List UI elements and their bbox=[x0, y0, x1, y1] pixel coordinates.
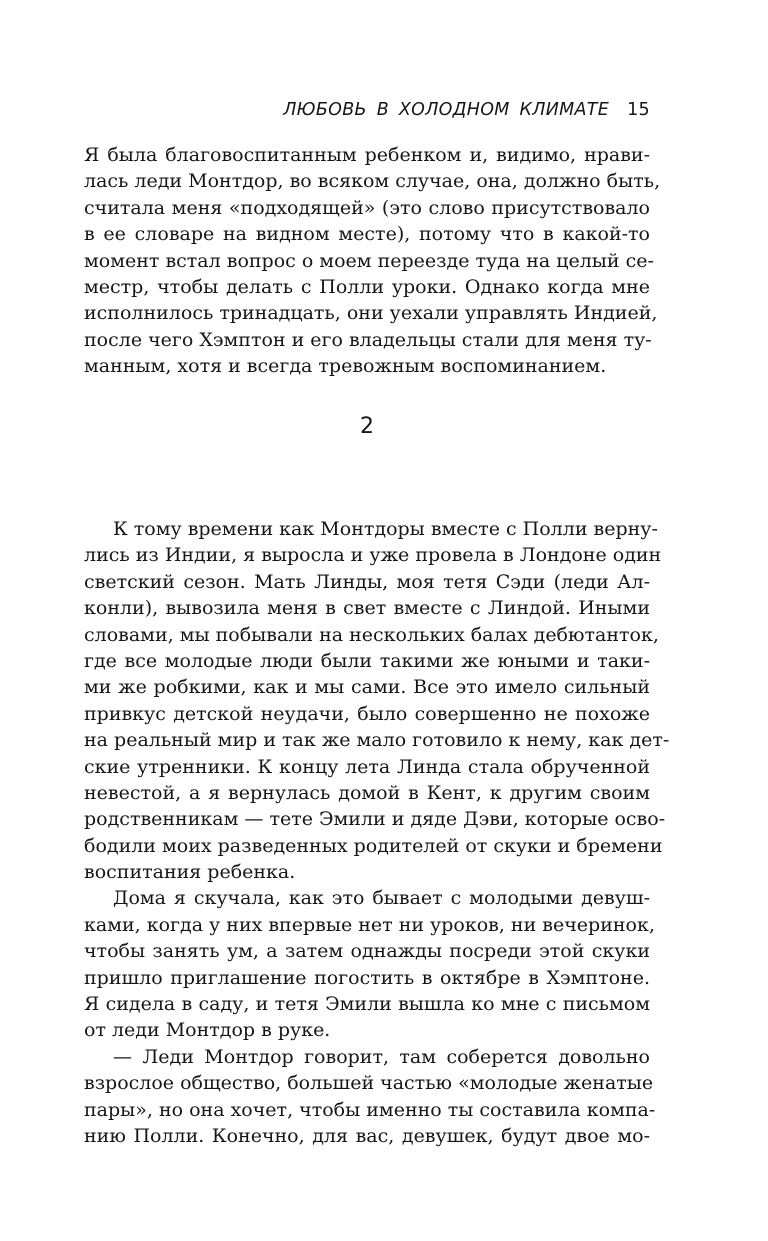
text-line: считала меня «подходящей» (это слово присутствовало bbox=[84, 196, 650, 219]
paragraph-continuation bbox=[84, 142, 661, 380]
text-line: лась леди Монтдор, во всяком случае, она, должно быть, bbox=[84, 170, 661, 193]
text-line: бодили моих разведенных родителей от скуки и бремени bbox=[84, 834, 663, 857]
chapter-body bbox=[84, 516, 670, 1149]
page-number: 15 bbox=[627, 100, 650, 120]
text-line: лись из Индии, я выросла и уже провела в Лондоне один bbox=[84, 544, 662, 567]
text-line: родственникам — тете Эмили и дяде Дэви, которые осво- bbox=[84, 808, 666, 831]
text-line: от леди Монтдор в руке. bbox=[84, 1019, 331, 1042]
text-line: взрослое общество, большей частью «молодые женатые bbox=[84, 1072, 654, 1095]
text-line: ками, когда у них впервые нет ни уроков, ни вечеринок, bbox=[84, 913, 655, 936]
text-line: после чего Хэмптон и его владельцы стали для меня ту- bbox=[84, 328, 652, 351]
text-line: местр, чтобы делать с Полли уроки. Однако когда мне bbox=[84, 275, 650, 298]
text-line: привкус детской неудачи, было совершенно не похоже bbox=[84, 702, 650, 725]
text-line: — Леди Монтдор говорит, там соберется довольно bbox=[113, 1045, 650, 1068]
text-line: светский сезон. Мать Линды, моя тетя Сэди (леди Ал- bbox=[84, 570, 650, 593]
text-line: ми же робкими, как и мы сами. Все это имело сильный bbox=[84, 676, 650, 699]
text-line: пришло приглашение погостить в октябре в Хэмптоне. bbox=[84, 966, 650, 989]
text-line: К тому времени как Монтдоры вместе с Полли верну- bbox=[113, 518, 658, 540]
text-line: ские утренники. К концу лета Линда стала обрученной bbox=[84, 755, 650, 778]
chapter-number: 2 bbox=[360, 414, 374, 439]
text-line: Я была благовоспитанным ребенком и, видимо, нрави- bbox=[84, 144, 650, 166]
text-line: манным, хотя и всегда тревожным воспоминанием. bbox=[84, 355, 607, 378]
text-line: Я сидела в саду, и тетя Эмили вышла ко мне с письмом bbox=[84, 993, 650, 1016]
text-line: где все молодые люди были такими же юными и таки- bbox=[84, 649, 650, 672]
running-title: ЛЮБОВЬ В ХОЛОДНОМ КЛИМАТЕ bbox=[283, 100, 610, 120]
text-line: воспитания ребенка. bbox=[84, 861, 296, 884]
text-line: чтобы занять ум, а затем однажды посреди этой скуки bbox=[84, 940, 650, 963]
text-line: словами, мы побывали на нескольких балах дебютанток, bbox=[84, 623, 659, 646]
text-line: момент встал вопрос о моем переезде туда на целый се- bbox=[84, 249, 654, 272]
text-line: Дома я скучала, как это бывает с молодыми девуш- bbox=[113, 887, 650, 910]
text-line: пары», но она хочет, чтобы именно ты составила компа- bbox=[84, 1098, 656, 1121]
text-line: на реальный мир и так же мало готовило к нему, как дет- bbox=[84, 729, 670, 752]
running-head bbox=[84, 100, 650, 128]
text-line: исполнилось тринадцать, они уехали управлять Индией, bbox=[84, 302, 658, 325]
text-line: невестой, а я вернулась домой в Кент, к другим своим bbox=[84, 781, 650, 804]
text-line: нию Полли. Конечно, для вас, девушек, будут двое мо- bbox=[84, 1124, 650, 1147]
text-line: в ее словаре на видном месте), потому что в какой-то bbox=[84, 223, 650, 246]
text-line: конли), вывозила меня в свет вместе с Линдой. Иными bbox=[84, 597, 650, 620]
